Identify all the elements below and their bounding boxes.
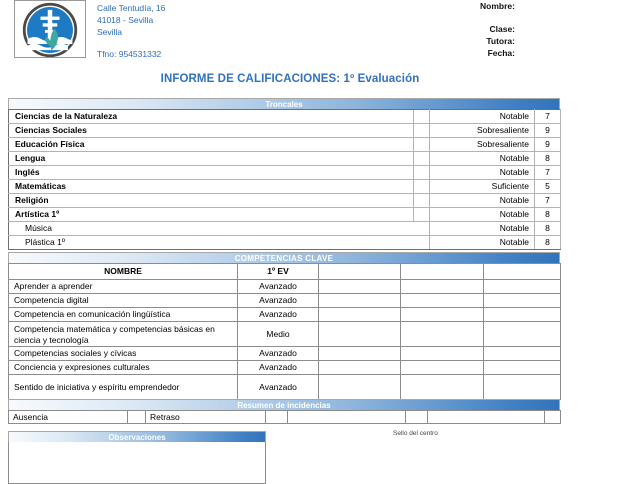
grade-label: Notable — [430, 110, 535, 124]
address-postal-city: 41018 - Sevilla — [97, 15, 154, 26]
field-label-nombre: Nombre: — [480, 1, 515, 11]
competencia-col5-value — [484, 347, 561, 361]
table-competencias-clave — [8, 263, 561, 400]
table-row — [9, 180, 561, 194]
table-row — [9, 347, 561, 361]
competencia-ev1-value: Avanzado — [238, 308, 319, 322]
grade-number: 5 — [535, 180, 561, 194]
address-phone: Tfno: 954531332 — [97, 48, 162, 59]
table-row — [9, 138, 561, 152]
incidencia-label — [288, 411, 406, 424]
incidencia-value[interactable] — [545, 411, 561, 424]
grade-label: Sobresaliente — [430, 124, 535, 138]
sello-del-centro-label: Sello del centro — [393, 430, 438, 437]
competencia-col3-value — [319, 347, 401, 361]
grade-number: 8 — [535, 208, 561, 222]
section-bar-observaciones: Observaciones — [8, 431, 266, 442]
grade-number: 7 — [535, 166, 561, 180]
competencia-col3-value — [319, 322, 401, 347]
competencia-col4-value — [401, 361, 484, 375]
competencia-name: Aprender a aprender — [9, 280, 238, 294]
competencia-name: Competencia digital — [9, 294, 238, 308]
section-bar-competencias: COMPETENCIAS CLAVE — [8, 252, 560, 263]
incidencia-label — [428, 411, 545, 424]
competencia-name: Competencias sociales y cívicas — [9, 347, 238, 361]
grade-number: 7 — [535, 194, 561, 208]
table-header-row — [9, 264, 561, 280]
grade-label: Sobresaliente — [430, 138, 535, 152]
table-row — [9, 236, 561, 250]
competencia-ev1-value: Avanzado — [238, 347, 319, 361]
table-row — [9, 411, 561, 424]
incidencia-label: Ausencia — [9, 411, 128, 424]
subject-name: Educación Física — [9, 138, 414, 152]
competencia-col4-value — [401, 280, 484, 294]
subject-name: Ciencias de la Naturaleza — [9, 110, 414, 124]
section-bar-troncales: Troncales — [8, 98, 560, 109]
grade-label: Notable — [430, 222, 535, 236]
grade-number: 7 — [535, 110, 561, 124]
field-label-clase: Clase: — [489, 24, 515, 34]
competencia-ev1-value: Avanzado — [238, 280, 319, 294]
table-row — [9, 280, 561, 294]
column-header: NOMBRE — [9, 264, 238, 280]
table-row — [9, 166, 561, 180]
competencia-name: Conciencia y expresiones culturales — [9, 361, 238, 375]
table-incidencias — [8, 410, 561, 424]
address-street: Calle Tentudía, 16 — [97, 3, 166, 13]
competencia-ev1-value: Avanzado — [238, 375, 319, 400]
table-row — [9, 308, 561, 322]
competencia-col5-value — [484, 294, 561, 308]
row-divider-cell — [414, 166, 430, 180]
field-label-tutora: Tutora: — [486, 36, 515, 46]
table-troncales — [8, 109, 561, 250]
row-divider-cell — [414, 152, 430, 166]
competencia-col5-value — [484, 280, 561, 294]
table-row — [9, 222, 561, 236]
column-header: 1º EV — [238, 264, 319, 280]
field-label-fecha: Fecha: — [487, 48, 515, 58]
address-province: Sevilla — [97, 27, 123, 38]
grade-number: 8 — [535, 236, 561, 250]
subject-name: Ciencias Sociales — [9, 124, 414, 138]
incidencia-label: Retraso — [146, 411, 266, 424]
subject-name: Plástica 1º — [9, 236, 414, 250]
row-divider-cell — [414, 110, 430, 124]
competencia-name: Competencia matemática y competencias básicas en ciencia y tecnología — [9, 322, 238, 347]
table-row — [9, 361, 561, 375]
observaciones-textarea[interactable] — [8, 442, 266, 484]
competencia-ev1-value: Avanzado — [238, 361, 319, 375]
competencia-col3-value — [319, 294, 401, 308]
table-row — [9, 124, 561, 138]
competencia-col4-value — [401, 308, 484, 322]
grade-label: Notable — [430, 208, 535, 222]
section-bar-incidencias: Resumen de incidencias — [8, 399, 560, 410]
row-divider-cell — [414, 222, 430, 236]
subject-name: Lengua — [9, 152, 414, 166]
competencia-col5-value — [484, 375, 561, 400]
competencia-col3-value — [319, 375, 401, 400]
competencia-col4-value — [401, 294, 484, 308]
table-row — [9, 194, 561, 208]
column-header — [401, 264, 484, 280]
competencia-col3-value — [319, 361, 401, 375]
grade-number: 9 — [535, 138, 561, 152]
competencia-name: Competencia en comunicación lingüística — [9, 308, 238, 322]
table-row — [9, 294, 561, 308]
grade-label: Notable — [430, 194, 535, 208]
subject-name: Artística 1º — [9, 208, 414, 222]
center-address — [97, 2, 287, 60]
document-header — [0, 0, 640, 68]
row-divider-cell — [414, 180, 430, 194]
column-header — [319, 264, 401, 280]
competencia-col5-value — [484, 308, 561, 322]
competencia-col3-value — [319, 280, 401, 294]
incidencia-value[interactable] — [128, 411, 146, 424]
table-row — [9, 322, 561, 347]
incidencia-value[interactable] — [266, 411, 288, 424]
grade-number: 8 — [535, 222, 561, 236]
row-divider-cell — [414, 236, 430, 250]
student-fields — [300, 0, 515, 59]
row-divider-cell — [414, 138, 430, 152]
competencia-col3-value — [319, 308, 401, 322]
grade-number: 8 — [535, 152, 561, 166]
table-row — [9, 152, 561, 166]
table-row — [9, 208, 561, 222]
competencia-name: Sentido de iniciativa y espíritu emprendedor — [9, 375, 238, 400]
competencia-col5-value — [484, 322, 561, 347]
field-spacer — [300, 12, 515, 23]
row-divider-cell — [414, 194, 430, 208]
incidencia-value[interactable] — [406, 411, 428, 424]
competencia-ev1-value: Avanzado — [238, 294, 319, 308]
subject-name: Matemáticas — [9, 180, 414, 194]
grade-number: 9 — [535, 124, 561, 138]
grade-label: Notable — [430, 152, 535, 166]
school-logo-box — [14, 0, 86, 58]
competencia-col4-value — [401, 375, 484, 400]
subject-name: Inglés — [9, 166, 414, 180]
table-row — [9, 110, 561, 124]
grade-label: Notable — [430, 166, 535, 180]
page-title: INFORME DE CALIFICACIONES: 1º Evaluación — [160, 73, 420, 85]
competencia-col5-value — [484, 361, 561, 375]
competencia-ev1-value: Medio — [238, 322, 319, 347]
subject-name: Religión — [9, 194, 414, 208]
table-row — [9, 375, 561, 400]
competencia-col4-value — [401, 322, 484, 347]
grade-label: Suficiente — [430, 180, 535, 194]
row-divider-cell — [414, 124, 430, 138]
competencia-col4-value — [401, 347, 484, 361]
column-header — [484, 264, 561, 280]
row-divider-cell — [414, 208, 430, 222]
school-crest-logo — [22, 2, 78, 58]
grade-label: Notable — [430, 236, 535, 250]
subject-name: Música — [9, 222, 414, 236]
